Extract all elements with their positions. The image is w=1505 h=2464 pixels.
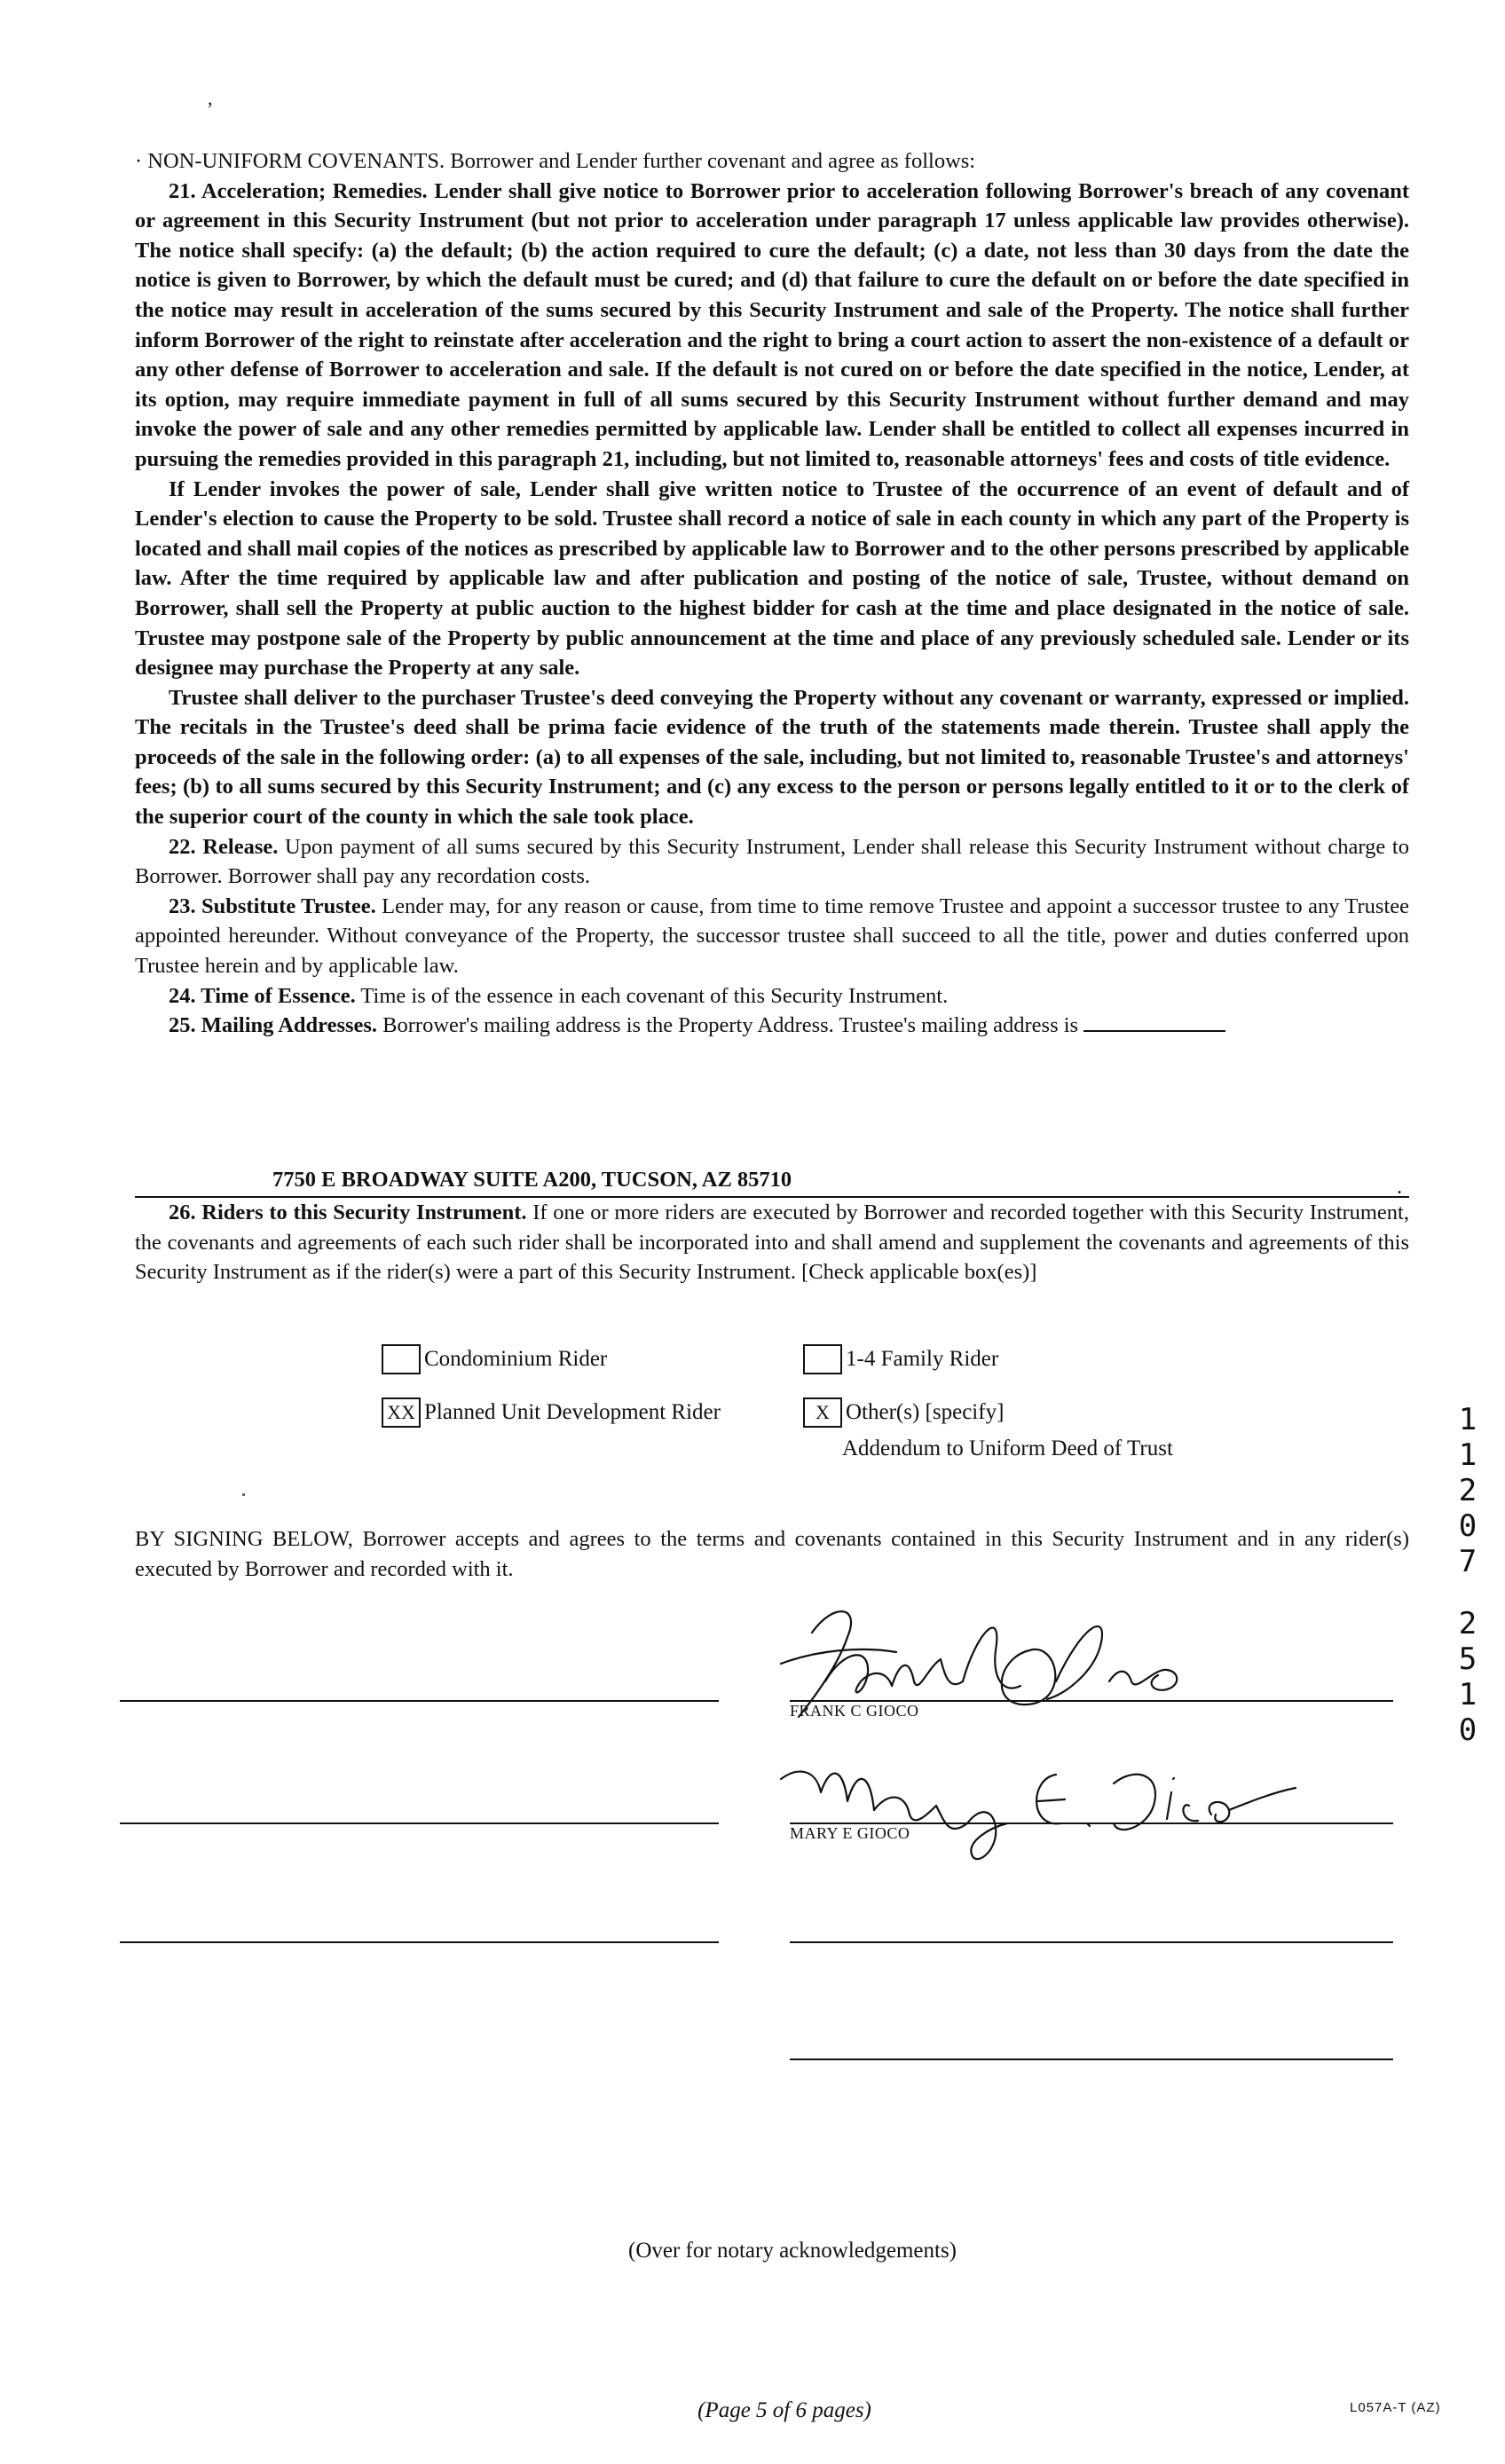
paragraph-26 — [135, 1198, 1409, 1287]
paragraph-25-heading: 25. Mailing Addresses. — [169, 1013, 378, 1038]
paragraph-21-heading: 21. Acceleration; Remedies. — [169, 178, 428, 203]
borrower1-name: FRANK C GIOCO — [790, 1702, 919, 1720]
paragraph-24-heading: 24. Time of Essence. — [169, 983, 356, 1008]
condominium-rider-option[interactable] — [382, 1344, 607, 1374]
paragraph-26-heading: 26. Riders to this Security Instrument. — [169, 1201, 527, 1224]
condominium-rider-label: Condominium Rider — [424, 1347, 608, 1371]
stamp-gap — [1450, 1579, 1485, 1606]
page-number: (Page 5 of 6 pages) — [697, 2398, 871, 2422]
paragraph-25 — [135, 1011, 1409, 1041]
borrower1-signature — [763, 1597, 1189, 1730]
pud-rider-label: Planned Unit Development Rider — [424, 1400, 721, 1424]
family-rider-checkbox[interactable] — [803, 1344, 842, 1374]
paragraph-22-text: Upon payment of all sums secured by this Security Instrument, Lender shall release this Security Instrument without charge to Borrower. Borrower shall pay any recordation costs. — [135, 834, 1409, 889]
stamp-digit: 0 — [1458, 1508, 1477, 1544]
header-mark: , — [208, 87, 213, 109]
recording-number-stamp — [1450, 1402, 1485, 1748]
intro-line — [135, 146, 1409, 177]
borrower2-signature — [763, 1739, 1313, 1872]
paragraph-21 — [135, 177, 1409, 475]
notary-note: (Over for notary acknowledgements) — [628, 2239, 957, 2263]
riders-section — [135, 1198, 1409, 1287]
other-rider-checkbox[interactable]: X — [803, 1397, 842, 1428]
paragraph-21-sale: If Lender invokes the power of sale, Lender shall give written notice to Trustee of the occurrence of an event of default and of Lender's election to cause the Property to be sold. Trustee shall record a notice of sale in each county in which any part of the Property is located and shall mail copies of the notices as prescribed by applicable law to Borrower and to the other persons prescribed by applicable law. After the time required by applicable law and after publication and posting of the notice of sale, Trustee, without demand on Borrower, shall sell the Property at public auction to the highest bidder for cash at the time and place designated in the notice of sale. Trustee may postpone sale of the Property by public announcement at the time and place of any previously scheduled sale. Lender or its designee may purchase the Property at any sale. — [135, 476, 1409, 681]
signature-line-left-1[interactable] — [120, 1700, 719, 1702]
paragraph-21-text: Lender shall give notice to Borrower prior to acceleration following Borrower's breach of any covenant or agreement in this Security Instrument (but not prior to acceleration under paragraph 17 unless applicable law provides otherwise). The notice shall specify: (a) the default; (b) the action required to cure the default; (c) a date, not less than 30 days from the date the notice is given to Borrower, by which the default must be cured; and (d) that failure to cure the default on or before the date specified in the notice may result in acceleration of the sums secured by this Security Instrument and sale of the Property. The notice shall further inform Borrower of the right to reinstate after acceleration and the right to bring a court action to assert the non-existence of a default or any other defense of Borrower to acceleration and sale. If the default is not cured on or before the date specified in the notice, Lender, at its option, may require immediate payment in full of all sums secured by this Security Instrument without further demand and may invoke the power of sale and any other remedies permitted by applicable law. Lender shall be entitled to collect all expenses incurred in pursuing the remedies provided in this paragraph 21, including, but not limited to, reasonable attorneys' fees and costs of title evidence. — [135, 178, 1409, 471]
paragraph-25-text: Borrower's mailing address is the Property Address. Trustee's mailing address is — [377, 1013, 1079, 1038]
covenants-body — [135, 146, 1409, 1041]
stamp-digit: 1 — [1458, 1677, 1477, 1712]
paragraph-21-deed: Trustee shall deliver to the purchaser Trustee's deed conveying the Property without any covenant or warranty, expressed or implied. The recitals in the Trustee's deed shall be prima facie evidence of the truth of the statements made therein. Trustee shall apply the proceeds of the sale in the following order: (a) to all expenses of the sale, including, but not limited to, reasonable Trustee's and attorneys' fees; (b) to all sums secured by this Security Instrument; and (c) any excess to the person or persons legally entitled to it or to the clerk of the superior court of the county in which the sale took place. — [135, 685, 1409, 830]
intro-text: Borrower and Lender further covenant and agree as follows: — [445, 149, 976, 173]
paragraph-22-heading: 22. Release. — [169, 834, 279, 859]
family-rider-label: 1-4 Family Rider — [846, 1347, 999, 1371]
paragraph-24-text: Time is of the essence in each covenant of this Security Instrument. — [355, 983, 949, 1008]
paragraph-23-text: Lender may, for any reason or cause, from time to time remove Trustee and appoint a successor trustee to any Trustee appointed hereunder. Without conveyance of the Property, the successor trustee shall succeed to all the title, power and duties conferred upon Trustee herein and by applicable law. — [135, 893, 1410, 979]
condominium-rider-checkbox[interactable] — [382, 1344, 421, 1374]
signature-line-left-2[interactable] — [120, 1822, 719, 1824]
intro-title: NON-UNIFORM COVENANTS. — [147, 149, 445, 173]
speck — [242, 1493, 245, 1496]
stamp-digit: 0 — [1458, 1712, 1477, 1748]
pud-rider-checkbox[interactable]: XX — [382, 1397, 421, 1428]
other-rider-specify: Addendum to Uniform Deed of Trust — [842, 1437, 1173, 1460]
signature-line-right-3[interactable] — [790, 1941, 1393, 1943]
paragraph-22 — [135, 832, 1409, 892]
stamp-digit: 1 — [1458, 1437, 1477, 1473]
trustee-address: 7750 E BROADWAY SUITE A200, TUCSON, AZ 85710 — [272, 1168, 792, 1192]
stamp-digit: 5 — [1458, 1641, 1477, 1677]
trustee-address-blank — [1083, 1012, 1225, 1032]
other-rider-option[interactable] — [803, 1397, 1004, 1428]
signature-line-right-4[interactable] — [790, 2059, 1393, 2060]
other-rider-label: Other(s) [specify] — [846, 1400, 1005, 1424]
address-period: . — [1397, 1175, 1403, 1199]
form-id: L057A-T (AZ) — [1350, 2400, 1441, 2415]
paragraph-24 — [135, 981, 1409, 1012]
stamp-digit: 1 — [1458, 1402, 1477, 1437]
family-rider-option[interactable] — [803, 1344, 998, 1374]
paragraph-26-text: If one or more riders are executed by Borrower and recorded together with this Security Instrument, the covenants and agreements of each such rider shall be incorporated into and shall amend and supplement the covenants and agreements of this Security Instrument as if the rider(s) were a part of this Security Instrument. [Check applicable box(es)] — [135, 1201, 1409, 1285]
stamp-digit: 7 — [1458, 1544, 1477, 1579]
stamp-digit: 2 — [1458, 1473, 1477, 1508]
paragraph-23-heading: 23. Substitute Trustee. — [169, 893, 376, 918]
paragraph-23 — [135, 892, 1409, 981]
pud-rider-option[interactable] — [382, 1397, 721, 1428]
stamp-digit: 2 — [1458, 1606, 1477, 1641]
bullet: · — [135, 149, 143, 173]
signing-statement: BY SIGNING BELOW, Borrower accepts and agrees to the terms and covenants contained in this Security Instrument and in any rider(s) executed by Borrower and recorded with it. — [135, 1527, 1409, 1581]
signature-line-left-3[interactable] — [120, 1941, 719, 1943]
borrower2-name: MARY E GIOCO — [790, 1824, 910, 1842]
